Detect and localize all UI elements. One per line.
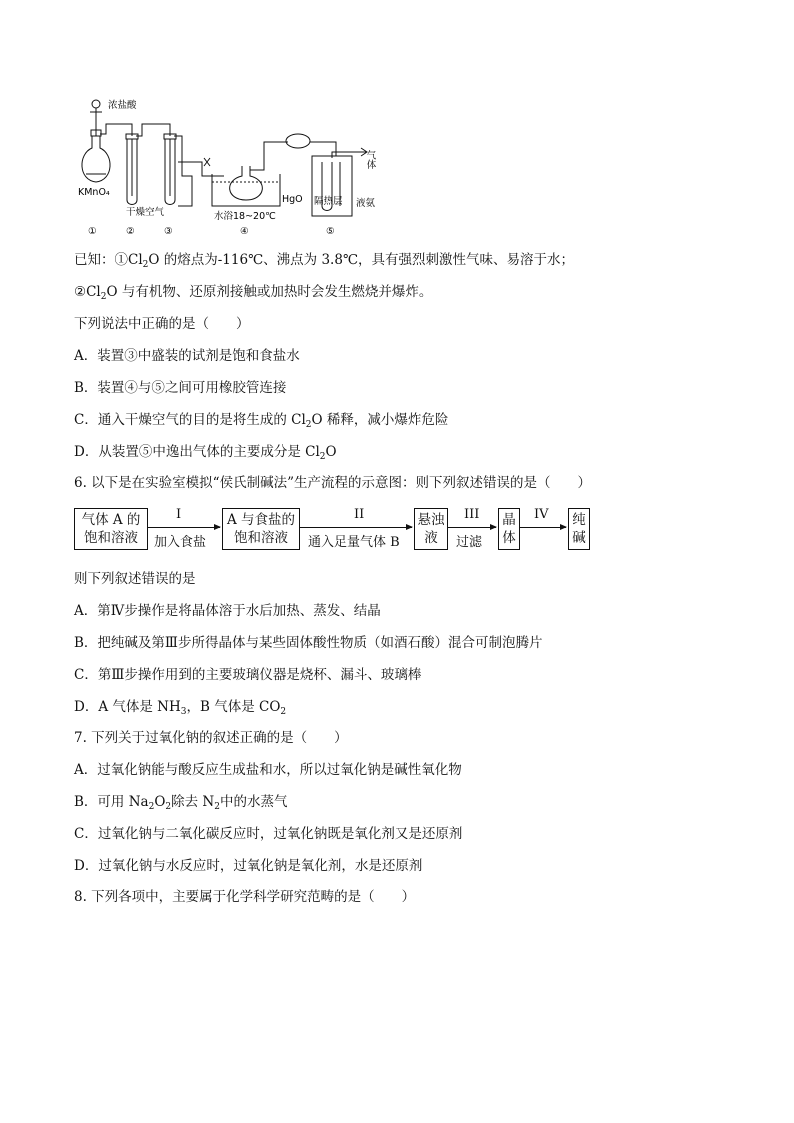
q5-known-1: 已知：$①Cl_2O$ 的熔点为-116℃、沸点为 3.8℃，具有强烈刺激性气味、易溶于水； bbox=[74, 252, 575, 270]
label-insulation: 隔热层 bbox=[314, 196, 343, 207]
flow-box-1: 气体 A 的饱和溶液 bbox=[74, 508, 148, 550]
q8-stem: 8. 下列各项中，主要属于化学科学研究范畴的是（ ） bbox=[74, 889, 416, 905]
label-liquid-ammonia: 液氨 bbox=[356, 198, 376, 209]
label-hcl: 浓盐酸 bbox=[108, 100, 137, 111]
flow-box-3: 悬浊液 bbox=[414, 508, 448, 550]
flow-step-1: I bbox=[176, 507, 182, 522]
label-water-bath: 水浴18~20℃ bbox=[214, 211, 276, 222]
q6-option-a: A．第Ⅳ步操作是将晶体溶于水后加热、蒸发、结晶 bbox=[74, 603, 381, 619]
label-n3: ③ bbox=[164, 226, 173, 236]
flow-box-4: 晶体 bbox=[498, 508, 520, 550]
q7-option-b: B．可用 $Na_2O_2$除去 $N_2$中的水蒸气 bbox=[74, 794, 288, 812]
q5-stem: 下列说法中正确的是（ ） bbox=[74, 316, 250, 332]
q5-known-2: $②Cl_2O$ 与有机物、还原剂接触或加热时会发生燃烧并爆炸。 bbox=[74, 284, 433, 302]
flow-step-2-desc: 通入足量气体 B bbox=[308, 535, 400, 550]
flow-arrow-3 bbox=[448, 527, 496, 528]
flow-step-3: III bbox=[464, 507, 480, 522]
flow-arrow-4 bbox=[520, 527, 566, 528]
q5-option-b: B．装置④与⑤之间可用橡胶管连接 bbox=[74, 380, 287, 396]
flow-step-2: II bbox=[354, 507, 365, 522]
q5-option-d: D．从装置⑤中逸出气体的主要成分是 $Cl_2O$ bbox=[74, 444, 337, 462]
q5-option-a: A．装置③中盛装的试剂是饱和食盐水 bbox=[74, 348, 300, 364]
q6-option-b: B．把纯碱及第Ⅲ步所得晶体与某些固体酸性物质（如酒石酸）混合可制泡腾片 bbox=[74, 635, 543, 651]
flask-1 bbox=[82, 136, 110, 182]
q5-option-c: C．通入干燥空气的目的是将生成的 $Cl_2O$ 稀释，减小爆炸危险 bbox=[74, 412, 449, 430]
q7-option-a: A．过氧化钠能与酸反应生成盐和水，所以过氧化钠是碱性氧化物 bbox=[74, 762, 462, 778]
flow-arrow-2 bbox=[300, 527, 412, 528]
q7-stem: 7. 下列关于过氧化钠的叙述正确的是（ ） bbox=[74, 730, 348, 746]
bulb bbox=[286, 134, 310, 148]
label-gas: 气体 bbox=[364, 150, 376, 169]
label-n4: ④ bbox=[240, 226, 249, 236]
label-n1: ① bbox=[88, 226, 97, 236]
flow-step-4: IV bbox=[534, 507, 549, 522]
label-hgo: HgO bbox=[282, 194, 303, 205]
label-n2: ② bbox=[126, 226, 135, 236]
apparatus-diagram bbox=[74, 96, 394, 236]
flow-box-2: A 与食盐的饱和溶液 bbox=[222, 508, 300, 550]
flow-arrow-1 bbox=[148, 527, 220, 528]
q6-stem: 6. 以下是在实验室模拟“侯氏制碱法”生产流程的示意图：则下列叙述错误的是（ ） bbox=[74, 475, 591, 491]
funnel-bulb bbox=[92, 100, 100, 108]
flow-step-3-desc: 过滤 bbox=[456, 535, 483, 550]
water-bath bbox=[212, 174, 280, 206]
q6-option-d: D．A 气体是 $NH_3$，B 气体是 $CO_2$ bbox=[74, 699, 287, 717]
q6-stem-repeat: 则下列叙述错误的是 bbox=[74, 571, 196, 587]
flow-box-5: 纯碱 bbox=[568, 508, 590, 550]
q7-option-d: D．过氧化钠与水反应时，过氧化钠是氧化剂，水是还原剂 bbox=[74, 858, 423, 874]
label-n5: ⑤ bbox=[326, 226, 335, 236]
process-flow bbox=[74, 504, 594, 554]
label-dry-air: 干燥空气 bbox=[126, 207, 165, 218]
label-kmno4: KMnO₄ bbox=[78, 187, 110, 198]
flow-step-1-desc: 加入食盐 bbox=[154, 535, 207, 550]
q7-option-c: C．过氧化钠与二氧化碳反应时，过氧化钠既是氧化剂又是还原剂 bbox=[74, 826, 463, 842]
q6-option-c: C．第Ⅲ步操作用到的主要玻璃仪器是烧杯、漏斗、玻璃棒 bbox=[74, 667, 422, 683]
